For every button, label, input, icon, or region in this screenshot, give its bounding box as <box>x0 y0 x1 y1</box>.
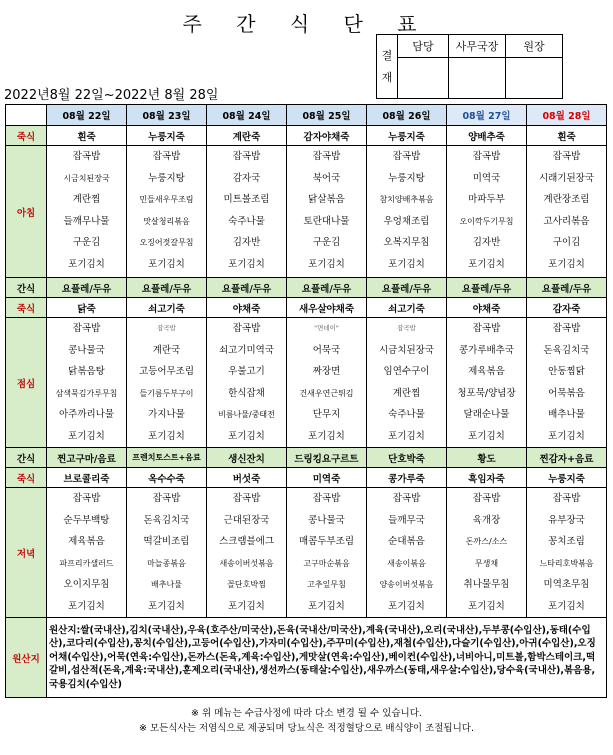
menu-item: 미역초무침 <box>543 579 590 590</box>
day-header: 08월 24일 <box>207 105 287 126</box>
snack-cell: 요플레/두유 <box>447 278 527 298</box>
menu-item: 어묵볶음 <box>548 387 585 399</box>
snack-cell: 요플레/두유 <box>287 278 367 298</box>
approval-box <box>376 34 563 99</box>
menu-item: 포기김치 <box>148 258 185 270</box>
menu-item: 구운김 <box>72 237 101 248</box>
menu-item: 포기김치 <box>548 258 585 270</box>
menu-item: 계란찜 <box>72 194 101 205</box>
lunch-cell <box>367 318 447 448</box>
menu-item: 포기김치 <box>308 430 345 442</box>
dinner-row <box>6 488 607 618</box>
porridge-cell: 쇠고기죽 <box>367 298 447 318</box>
menu-item: 포기김치 <box>468 430 505 442</box>
menu-item: 포기김치 <box>468 258 505 270</box>
menu-item: 잡곡밥 <box>472 493 501 504</box>
menu-item: 마파두부 <box>468 194 505 205</box>
snack-cell: 요플레/두유 <box>207 278 287 298</box>
menu-item: 잡곡밥 <box>392 493 421 504</box>
row-label-porridge: 죽식 <box>6 298 47 318</box>
menu-item: 포기김치 <box>148 430 185 442</box>
menu-period: 2022년8월 22일~2022년 8월 28일 <box>4 88 219 103</box>
menu-item: 아주까리나물 <box>58 409 115 420</box>
menu-item: 콩나물국 <box>68 344 105 356</box>
menu-item: 잡곡밥 <box>232 323 261 334</box>
menu-item: 계란국 <box>152 344 181 356</box>
day-header-sunday: 08월 28일 <box>527 105 607 126</box>
breakfast-cell <box>367 146 447 278</box>
porridge-cell: 야채죽 <box>207 298 287 318</box>
menu-item: 한식잡채 <box>228 387 265 399</box>
menu-item: 계란찜 <box>392 387 421 399</box>
approval-sign-head <box>506 58 563 99</box>
lunch-row <box>6 318 607 448</box>
porridge-cell: 쇠고기죽 <box>127 298 207 318</box>
menu-item: 포기김치 <box>228 258 265 270</box>
lunch-cell <box>127 318 207 448</box>
breakfast-cell <box>47 146 127 278</box>
menu-item: 새송이볶음 <box>387 558 426 568</box>
menu-item: 들깨무국 <box>388 514 425 526</box>
menu-item: 잡곡밥 <box>472 323 501 334</box>
menu-item: 들기름두부구이 <box>139 388 194 398</box>
breakfast-cell <box>527 146 607 278</box>
breakfast-row <box>6 146 607 278</box>
menu-item: 짜장면 <box>312 366 341 377</box>
menu-item: 포기김치 <box>308 258 345 270</box>
menu-item: 들깨무나물 <box>63 215 110 227</box>
menu-item: 제육볶음 <box>68 536 105 547</box>
menu-item: 달래순나물 <box>463 409 510 420</box>
lunch-cell <box>47 318 127 448</box>
weekly-menu-table <box>5 104 607 698</box>
menu-item: 구운김 <box>312 237 341 248</box>
porridge-cell: 옥수수죽 <box>127 468 207 488</box>
approval-role-head: 원장 <box>506 35 563 58</box>
porridge-cell: 새우살야채죽 <box>287 298 367 318</box>
porridge-cell: 감자죽 <box>527 298 607 318</box>
menu-item: 잡곡밥 <box>552 323 581 334</box>
menu-item: 꽁치조림 <box>548 536 585 547</box>
porridge-cell: 누룽지죽 <box>127 126 207 146</box>
menu-item: 매콤두부조림 <box>298 536 355 547</box>
menu-item: 북어국 <box>312 172 341 184</box>
menu-item: 가지나물 <box>148 409 185 420</box>
menu-item: 포기김치 <box>548 430 585 442</box>
menu-item: 포기김치 <box>228 600 265 612</box>
menu-item: 잡곡밥 <box>232 493 261 504</box>
menu-item: 돈까스/소스 <box>465 537 508 546</box>
menu-item: 잡곡밥 <box>552 151 581 162</box>
menu-item: 순두부백탕 <box>63 514 110 526</box>
menu-item: 잡곡밥 <box>157 324 176 332</box>
menu-item: 포기김치 <box>388 258 425 270</box>
porridge-cell: 흰죽 <box>47 126 127 146</box>
snack-cell: 요플레/두유 <box>47 278 127 298</box>
menu-item: 김자반 <box>232 237 261 248</box>
menu-item: 꼴단호박찜 <box>227 580 266 589</box>
dinner-cell <box>527 488 607 618</box>
row-label-lunch: 점심 <box>6 318 47 448</box>
approval-sign-director <box>449 58 506 99</box>
breakfast-cell <box>287 146 367 278</box>
dinner-cell <box>367 488 447 618</box>
menu-item: 닭살볶음 <box>308 194 345 205</box>
row-label-dinner: 저녁 <box>6 488 47 618</box>
menu-item: 파프리카샐러드 <box>59 558 114 568</box>
menu-item: 맛살청리볶음 <box>143 216 190 226</box>
breakfast-porridge-row <box>6 126 607 146</box>
menu-item: 오이깍두기무침 <box>459 216 514 226</box>
menu-item: 구이김 <box>552 237 581 248</box>
menu-item: 떡갈비조림 <box>143 536 190 547</box>
dinner-cell <box>47 488 127 618</box>
approval-sign-staff <box>398 58 449 99</box>
menu-item: 임연수구이 <box>383 366 430 377</box>
note-low-salt: ※ 모든식사는 저염식으로 제공되며 당뇨식은 적정혈당으로 배식양이 조절됩니다. <box>139 723 474 734</box>
afternoon-snack-row <box>6 448 607 468</box>
row-label-origin: 원산지 <box>6 618 47 698</box>
menu-item: 잡곡밥 <box>232 151 261 162</box>
menu-item: 잡곡밥 <box>472 151 501 162</box>
menu-item: 민들새우무조림 <box>139 195 194 204</box>
porridge-cell: 계란죽 <box>207 126 287 146</box>
menu-item: 오이지무침 <box>63 579 110 590</box>
menu-item: 계란장조림 <box>543 194 590 205</box>
menu-item: 고추잎무침 <box>307 580 346 589</box>
menu-item: 배추나물 <box>151 580 182 589</box>
menu-item: 어묵국 <box>312 344 341 356</box>
menu-item: 유부장국 <box>548 514 585 526</box>
porridge-cell: 콩가루죽 <box>367 468 447 488</box>
menu-item: 미트볼조림 <box>223 194 270 205</box>
menu-item: 안동찜닭 <box>548 366 585 377</box>
menu-item: 시래기된장국 <box>538 172 595 184</box>
menu-item: 고구마순볶음 <box>303 558 350 568</box>
menu-item: 느타리호박볶음 <box>539 558 594 568</box>
dinner-cell <box>127 488 207 618</box>
menu-item: 잡곡밥 <box>72 151 101 162</box>
menu-item: 쇠고기미역국 <box>218 344 275 356</box>
menu-item: 숙주나물 <box>388 409 425 420</box>
day-header: 08월 26일 <box>367 105 447 126</box>
lunch-cell <box>447 318 527 448</box>
menu-item: 잡곡밥 <box>312 493 341 504</box>
menu-item: 포기김치 <box>68 258 105 270</box>
menu-item: 취나물무침 <box>463 579 510 590</box>
snack-cell: 드링킹요구르트 <box>287 448 367 468</box>
row-label-porridge: 죽식 <box>6 468 47 488</box>
menu-item: 비름나물/중태전 <box>218 410 275 419</box>
porridge-cell: 양배추죽 <box>447 126 527 146</box>
row-label-porridge: 죽식 <box>6 126 47 146</box>
menu-item: 포기김치 <box>68 600 105 612</box>
breakfast-cell <box>207 146 287 278</box>
porridge-cell: 버섯죽 <box>207 468 287 488</box>
menu-item: 누룽지탕 <box>388 172 425 184</box>
menu-item: 고사리볶음 <box>543 215 590 227</box>
menu-item: 잡곡밥 <box>72 493 101 504</box>
menu-item: 포기김치 <box>228 430 265 442</box>
approval-label-bottom: 재 <box>381 70 393 84</box>
page-title: 주 간 식 단 표 <box>182 12 431 36</box>
porridge-cell: 닭죽 <box>47 298 127 318</box>
menu-item: 숙주나물 <box>228 215 265 227</box>
snack-cell: 프렌치토스트+음료 <box>127 448 207 468</box>
menu-item: 돈육김치국 <box>543 344 590 356</box>
morning-snack-row <box>6 278 607 298</box>
porridge-cell: 미역죽 <box>287 468 367 488</box>
snack-cell: 단호박죽 <box>367 448 447 468</box>
menu-item: 순대볶음 <box>388 536 425 547</box>
menu-item: 새송이버섯볶음 <box>219 558 274 568</box>
menu-item: 잡곡밥 <box>312 151 341 162</box>
porridge-cell: 흰죽 <box>527 126 607 146</box>
breakfast-cell <box>127 146 207 278</box>
origin-info: 원산지:쌀(국내산),김치(국내산),우육(호주산/미국산),돈육(국내산/미국산),계육(국내산),오리(국내산),두부콩(수입산),동태(수입산),코다리(수입산),꽁치(수입산),고등어(수입산),가자미(수입산),주꾸미(수입산),재첩(수입산),다슬기(수입산),아귀(수입산),오징어채(수입산),어묵(연육:수입산),돈까스(돈육,계육:수입산),게맛살(연육:수입산),베이컨(수입산),너비아니,미트볼,함박스테이크,떡갈비,섭산적(돈육,계육:국내산),훈제오리(국내산),생선까스(동태살:수입산),새우까스(동태,새우살:수입산),당수육(국내산),볶음용,국용김치(수입산) <box>47 618 607 698</box>
approval-label <box>377 35 398 99</box>
porridge-cell: 흑임자죽 <box>447 468 527 488</box>
snack-cell: 찐고구마/음료 <box>47 448 127 468</box>
lunch-cell <box>287 318 367 448</box>
menu-item: 포기김치 <box>388 600 425 612</box>
snack-cell: 황도 <box>447 448 527 468</box>
lunch-porridge-row <box>6 298 607 318</box>
menu-item: 잡곡밥 <box>72 323 101 334</box>
menu-item: 콩가루배추국 <box>458 344 515 356</box>
day-header: 08월 22일 <box>47 105 127 126</box>
menu-item: 시금치된장국 <box>378 344 435 356</box>
menu-item: 잡곡밥 <box>152 151 181 162</box>
menu-item: 양송이버섯볶음 <box>379 580 434 589</box>
menu-item: 포기김치 <box>68 430 105 442</box>
menu-item: 마늘종볶음 <box>147 558 186 568</box>
menu-item: 우불고기 <box>228 366 265 377</box>
menu-item: 토란대나물 <box>303 215 350 227</box>
dinner-porridge-row <box>6 468 607 488</box>
menu-item: 육개장 <box>472 514 501 526</box>
dinner-cell <box>447 488 527 618</box>
menu-item: 건새우연근튀김 <box>299 388 354 398</box>
snack-cell: 요플레/두유 <box>127 278 207 298</box>
snack-cell: 요플레/두유 <box>367 278 447 298</box>
menu-item: 잡곡밥 <box>392 151 421 162</box>
menu-item: 누룽지탕 <box>148 172 185 184</box>
menu-item: "면데이" <box>314 324 339 332</box>
lunch-cell <box>527 318 607 448</box>
approval-role-staff: 담당 <box>398 35 449 58</box>
approval-label-top: 결 <box>381 48 393 62</box>
menu-item: 스크램블에그 <box>218 536 275 547</box>
menu-item: 참치양배추볶음 <box>379 195 434 204</box>
lunch-cell <box>207 318 287 448</box>
menu-item: 근대된장국 <box>223 514 270 526</box>
header-corner <box>6 105 47 126</box>
menu-item: 미역국 <box>472 172 501 184</box>
porridge-cell: 야채죽 <box>447 298 527 318</box>
origin-row <box>6 618 607 698</box>
menu-item: 청포묵/양념장 <box>457 387 516 399</box>
snack-cell: 생신잔치 <box>207 448 287 468</box>
menu-item: 잡곡밥 <box>397 324 416 332</box>
menu-item: 단무지 <box>312 409 341 420</box>
row-label-snack: 간식 <box>6 448 47 468</box>
menu-item: 우엉채조림 <box>383 215 430 227</box>
menu-item: 포기김치 <box>148 600 185 612</box>
day-header: 08월 23일 <box>127 105 207 126</box>
menu-item: 돈육김치국 <box>143 514 190 526</box>
menu-item: 배추나물 <box>548 409 585 420</box>
menu-item: 감자국 <box>232 172 261 184</box>
menu-item: 시금치된장국 <box>63 173 110 183</box>
menu-item: 포기김치 <box>468 600 505 612</box>
row-label-snack: 간식 <box>6 278 47 298</box>
breakfast-cell <box>447 146 527 278</box>
menu-item: 포기김치 <box>388 430 425 442</box>
menu-item: 포기김치 <box>548 600 585 612</box>
row-label-breakfast: 아침 <box>6 146 47 278</box>
footer-notes <box>0 706 613 736</box>
day-header-row <box>6 105 607 126</box>
menu-item: 제육볶음 <box>468 366 505 377</box>
day-header: 08월 25일 <box>287 105 367 126</box>
menu-item: 닭볶음탕 <box>68 366 105 377</box>
porridge-cell: 브로콜리죽 <box>47 468 127 488</box>
menu-item: 고등어무조림 <box>138 366 195 377</box>
porridge-cell: 감자야채죽 <box>287 126 367 146</box>
menu-item: 삼색묵김가루무침 <box>55 388 118 398</box>
snack-cell: 찐감자+음료 <box>527 448 607 468</box>
menu-item: 콩나물국 <box>308 514 345 526</box>
snack-cell: 요플레/두유 <box>527 278 607 298</box>
dinner-cell <box>207 488 287 618</box>
menu-item: 잡곡밥 <box>552 493 581 504</box>
menu-item: 오징어젓갈무침 <box>139 238 194 247</box>
menu-item: 무생채 <box>474 558 499 568</box>
day-header-saturday: 08월 27일 <box>447 105 527 126</box>
note-menu-change: ※ 위 메뉴는 수급사정에 따라 다소 변경 될 수 있습니다. <box>191 708 422 719</box>
menu-item: 잡곡밥 <box>152 493 181 504</box>
porridge-cell: 누룽지죽 <box>527 468 607 488</box>
dinner-cell <box>287 488 367 618</box>
menu-item: 포기김치 <box>308 600 345 612</box>
menu-item: 오복지무침 <box>383 237 430 248</box>
approval-role-director: 사무국장 <box>449 35 506 58</box>
porridge-cell: 누룽지죽 <box>367 126 447 146</box>
menu-item: 김자반 <box>472 237 501 248</box>
